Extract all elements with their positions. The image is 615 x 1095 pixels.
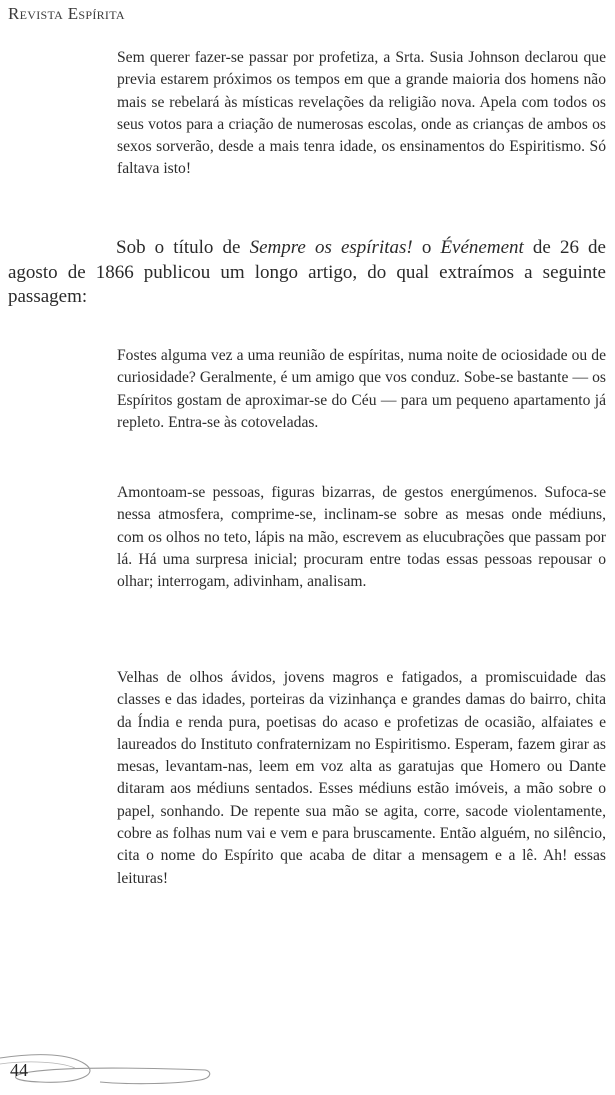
main-lead-text: Sob o título de xyxy=(116,237,250,258)
main-middle-text: o xyxy=(412,237,441,258)
main-paragraph xyxy=(8,236,606,310)
extract-paragraph-3: Velhas de olhos ávidos, jovens magros e fatigados, a promiscuidade das classes e das idades, porteiras da vizinhança e grandes damas do bairro, chita da Índia e renda pura, poetisas do acaso e profetizas de ocasião, alfaiates e laureados do Instituto confraternizam no Espiritismo. Esperam, fazem girar as mesas, levantam-nas, leem em voz alta as garatujas que Homero ou Dante ditaram aos médiuns sentados. Esses médiuns estão imóveis, a mão sobre o papel, sonhando. De repente sua mão se agita, corre, sacode violentamente, cobre as folhas num vai e vem e para bruscamente. Então alguém, no silêncio, cita o nome do Espírito que acaba de ditar a mensagem e a lê. Ah! essas leituras! xyxy=(117,669,606,887)
extract-paragraph-2: Amontoam-se pessoas, figuras bizarras, de gestos energúmenos. Sufoca-se nessa atmosfera, comprime-se, inclinam-se sobre as mesas onde médiuns, com os olhos no teto, lápis na mão, escrevem as elucubrações que passam por lá. Há uma surpresa inicial; procuram entre todas essas pessoas repousar o olhar; interrogam, adivinham, analisam. xyxy=(117,484,606,591)
intro-quote-block xyxy=(117,47,606,181)
main-paragraph-text xyxy=(8,236,606,310)
extract-paragraph-3-block xyxy=(117,667,606,890)
running-head: Revista Espírita xyxy=(8,4,125,23)
intro-quote-paragraph: Sem querer fazer-se passar por profetiza, a Srta. Susia Johnson declarou que previa estarem próximos os tempos em que a grande maioria dos homens não mais se rebelará às místicas revelações da religião nova. Apela com todos os seus votos para a criação de numerosas escolas, onde as crianças de ambos os sexos sorverão, desde a mais tenra idade, os ensinamentos do Espiritismo. Só faltava isto! xyxy=(117,49,606,178)
extract-paragraph-2-block xyxy=(117,482,606,593)
page-number: 44 xyxy=(10,1060,28,1080)
extract-paragraph-1: Fostes alguma vez a uma reunião de espíritas, numa noite de ociosidade ou de curiosidade? Geralmente, é um amigo que vos conduz. Sobe-se bastante — os Espíritos gostam de aproximar-se do Céu — para um pequeno apartamento já repleto. Entra-se às cotoveladas. xyxy=(117,347,606,431)
article-title: Sempre os espíritas! xyxy=(249,237,413,258)
journal-name: Événement xyxy=(440,237,524,258)
page-ornament-swash xyxy=(0,1040,220,1090)
main-rest-text: de 26 de agosto de 1866 publicou um longo artigo, do qual extraímos a seguinte passagem: xyxy=(8,237,606,307)
extract-paragraph-1-block xyxy=(117,345,606,434)
